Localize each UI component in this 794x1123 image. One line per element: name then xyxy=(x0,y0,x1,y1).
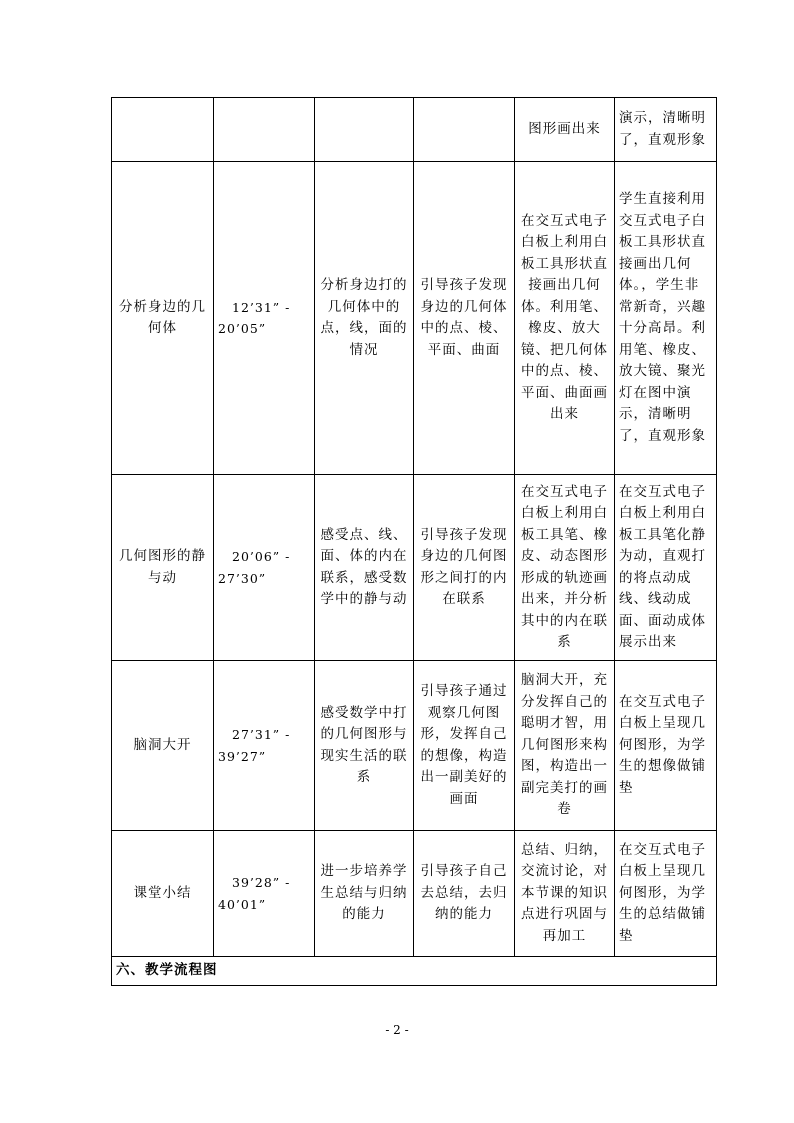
time-end: 40’01” xyxy=(218,896,267,912)
design-intent-cell: 演示，清晰明了，直观形象 xyxy=(615,98,717,162)
teacher-activity-cell: 引导孩子发现身边的几何图形之间打的内在联系 xyxy=(414,475,515,661)
time-cell xyxy=(214,98,315,162)
section-heading: 六、教学流程图 xyxy=(112,957,717,986)
student-activity-cell: 脑洞大开，充分发挥自己的聪明才智，用几何图形来构图，构造出一副完美打的画卷 xyxy=(515,661,615,831)
goal-cell xyxy=(315,98,414,162)
topic-cell: 分析身边的几何体 xyxy=(112,162,214,475)
student-activity-cell: 在交互式电子白板上利用白板工具形状直接画出几何体。利用笔、橡皮、放大镜、把几何体中的点、棱、平面、曲面画出来 xyxy=(515,162,615,475)
section-row xyxy=(112,957,717,986)
teacher-activity-cell: 引导孩子自己去总结，去归纳的能力 xyxy=(414,831,515,957)
student-activity-cell: 图形画出来 xyxy=(515,98,615,162)
time-start: 39’28” - xyxy=(232,875,291,890)
table-row xyxy=(112,162,717,475)
page-number: - 2 - xyxy=(385,1023,409,1037)
table-row xyxy=(112,831,717,957)
time-cell xyxy=(214,661,315,831)
time-end: 27’30” xyxy=(218,570,267,586)
design-intent-cell: 学生直接利用交互式电子白板工具形状直接画出几何体。，学生非常新奇，兴趣十分高昂。利用笔、橡皮、放大镜、聚光灯在图中演示，清晰明了，直观形象 xyxy=(615,162,717,475)
topic-cell: 课堂小结 xyxy=(112,831,214,957)
topic-cell: 脑洞大开 xyxy=(112,661,214,831)
teacher-activity-cell: 引导孩子通过观察几何图形，发挥自己的想像，构造出一副美好的画面 xyxy=(414,661,515,831)
time-start: 12’31” - xyxy=(232,299,291,315)
time-cell xyxy=(214,475,315,661)
table-row xyxy=(112,98,717,162)
goal-cell: 感受数学中打的几何图形与现实生活的联系 xyxy=(315,661,414,831)
time-end: 39’27” xyxy=(218,748,267,764)
lesson-plan-table xyxy=(111,97,717,986)
time-cell xyxy=(214,162,315,475)
student-activity-cell: 在交互式电子白板上利用白板工具笔、橡皮、动态图形形成的轨迹画出来，并分析其中的内在联系 xyxy=(515,475,615,661)
design-intent-cell: 在交互式电子白板上呈现几何图形，为学生的想像做铺垫 xyxy=(615,661,717,831)
student-activity-cell: 总结、归纳，交流讨论，对本节课的知识点进行巩固与再加工 xyxy=(515,831,615,957)
goal-cell: 分析身边打的几何体中的点，线，面的情况 xyxy=(315,162,414,475)
topic-cell xyxy=(112,98,214,162)
time-cell xyxy=(214,831,315,957)
table-row xyxy=(112,475,717,661)
time-end: 20’05” xyxy=(218,321,267,336)
design-intent-cell: 在交互式电子白板上利用白板工具笔化静为动，直观打的将点动成线、线动成面、面动成体展示出来 xyxy=(615,475,717,661)
time-start: 20’06” - xyxy=(232,549,291,564)
time-start: 27’31” - xyxy=(232,727,291,742)
topic-cell: 几何图形的静与动 xyxy=(112,475,214,661)
goal-cell: 进一步培养学生总结与归纳的能力 xyxy=(315,831,414,957)
design-intent-cell: 在交互式电子白板上呈现几何图形，为学生的总结做铺垫 xyxy=(615,831,717,957)
goal-cell: 感受点、线、面、体的内在联系，感受数学中的静与动 xyxy=(315,475,414,661)
table-row xyxy=(112,661,717,831)
teacher-activity-cell xyxy=(414,98,515,162)
teacher-activity-cell: 引导孩子发现身边的几何体中的点、棱、平面、曲面 xyxy=(414,162,515,475)
